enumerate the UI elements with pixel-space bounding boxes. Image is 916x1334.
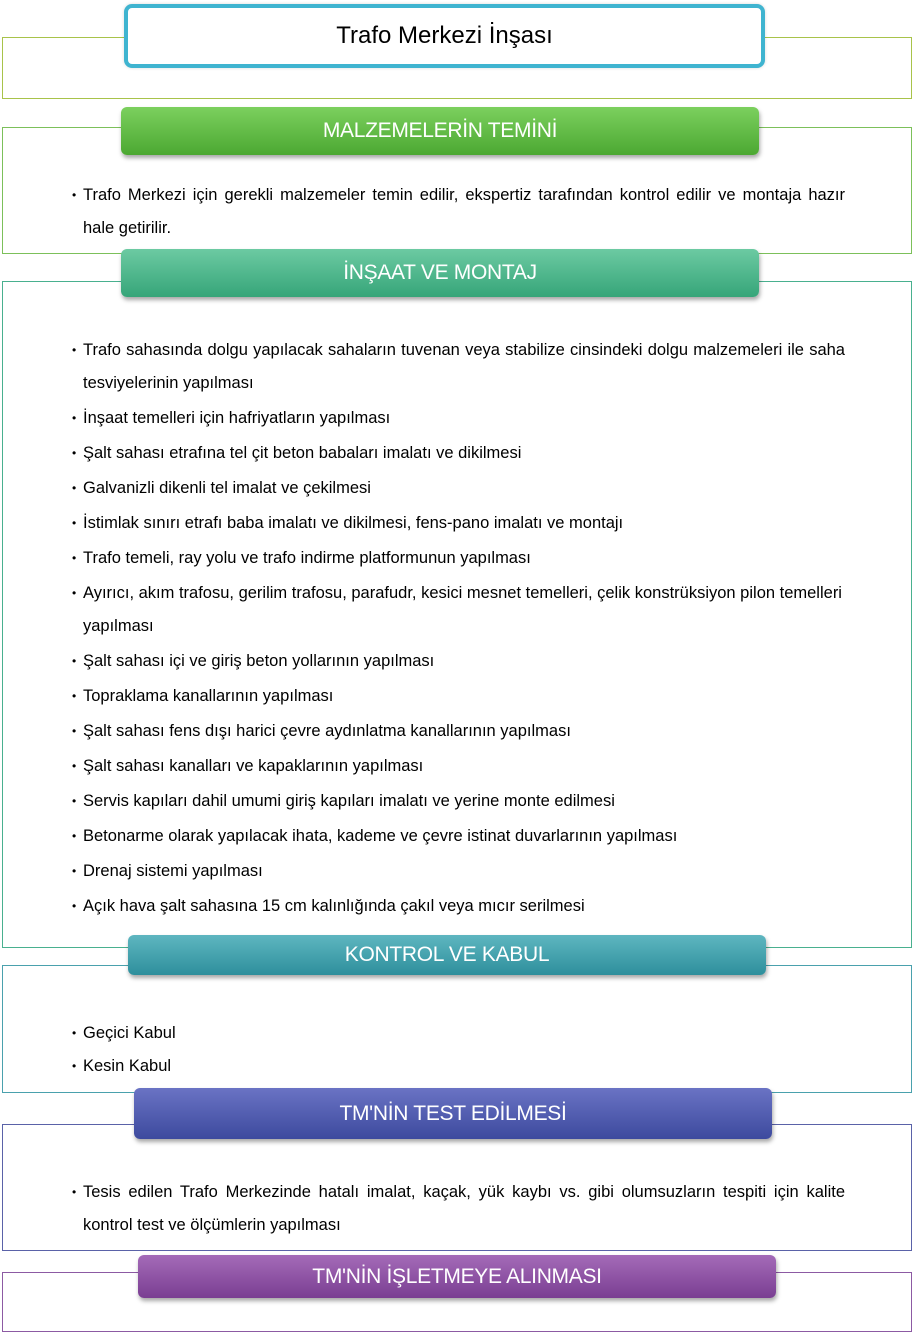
section-heading-text: MALZEMELERİN TEMİNİ	[322, 119, 558, 142]
list-item: • İnşaat temelleri için hafriyatların yapılması	[70, 402, 845, 435]
list-item: • İstimlak sınırı etrafı baba imalatı ve dikilmesi, fens-pano imalatı ve montajı	[70, 507, 845, 540]
insaat-list	[70, 334, 845, 923]
kontrol-list	[70, 1017, 845, 1083]
list-item: • Geçici Kabul	[70, 1017, 845, 1050]
list-item: • Betonarme olarak yapılacak ihata, kademe ve çevre istinat duvarlarının yapılması	[70, 820, 845, 853]
section-heading-text: TM'NİN TEST EDİLMESİ	[339, 1101, 567, 1125]
list-item: • Şalt sahası içi ve giriş beton yollarının yapılması	[70, 645, 845, 678]
section-header-isletme	[138, 1255, 776, 1298]
section-header-test	[134, 1088, 772, 1139]
section-heading-text: KONTROL VE KABUL	[344, 943, 550, 966]
list-item: • Tesis edilen Trafo Merkezinde hatalı imalat, kaçak, yük kaybı vs. gibi olumsuzların tespiti için kalite kontrol test ve ölçümlerin yapılması	[70, 1176, 845, 1242]
list-item: • Trafo temeli, ray yolu ve trafo indirme platformunun yapılması	[70, 542, 845, 575]
list-item: • Ayırıcı, akım trafosu, gerilim trafosu, parafudr, kesici mesnet temelleri, çelik konstrüksiyon pilon temelleri yapılması	[70, 577, 845, 643]
page-title-text: Trafo Merkezi İnşası	[336, 22, 553, 49]
list-item: • Şalt sahası etrafına tel çit beton babaları imalatı ve dikilmesi	[70, 437, 845, 470]
list-item: • Topraklama kanallarının yapılması	[70, 680, 845, 713]
section-heading-text: TM'NİN İŞLETMEYE ALINMASI	[312, 1264, 602, 1288]
page-title	[124, 4, 765, 68]
list-item: • Kesin Kabul	[70, 1050, 845, 1083]
list-item: • Drenaj sistemi yapılması	[70, 855, 845, 888]
malzeme-list	[70, 179, 845, 245]
section-heading-text: İNŞAAT VE MONTAJ	[343, 261, 537, 284]
list-item: • Şalt sahası fens dışı harici çevre aydınlatma kanallarının yapılması	[70, 715, 845, 748]
list-item: • Servis kapıları dahil umumi giriş kapıları imalatı ve yerine monte edilmesi	[70, 785, 845, 818]
list-item: • Şalt sahası kanalları ve kapaklarının yapılması	[70, 750, 845, 783]
list-item: • Trafo Merkezi için gerekli malzemeler temin edilir, ekspertiz tarafından kontrol edilir ve montaja hazır hale getirilir.	[70, 179, 845, 245]
list-item: • Galvanizli dikenli tel imalat ve çekilmesi	[70, 472, 845, 505]
list-item: • Trafo sahasında dolgu yapılacak sahaların tuvenan veya stabilize cinsindeki dolgu malzemeleri ile saha tesviyelerinin yapılması	[70, 334, 845, 400]
test-list	[70, 1176, 845, 1242]
section-header-kontrol	[128, 935, 766, 975]
section-header-malzeme	[121, 107, 759, 155]
section-header-insaat	[121, 249, 759, 297]
list-item: • Açık hava şalt sahasına 15 cm kalınlığında çakıl veya mıcır serilmesi	[70, 890, 845, 923]
